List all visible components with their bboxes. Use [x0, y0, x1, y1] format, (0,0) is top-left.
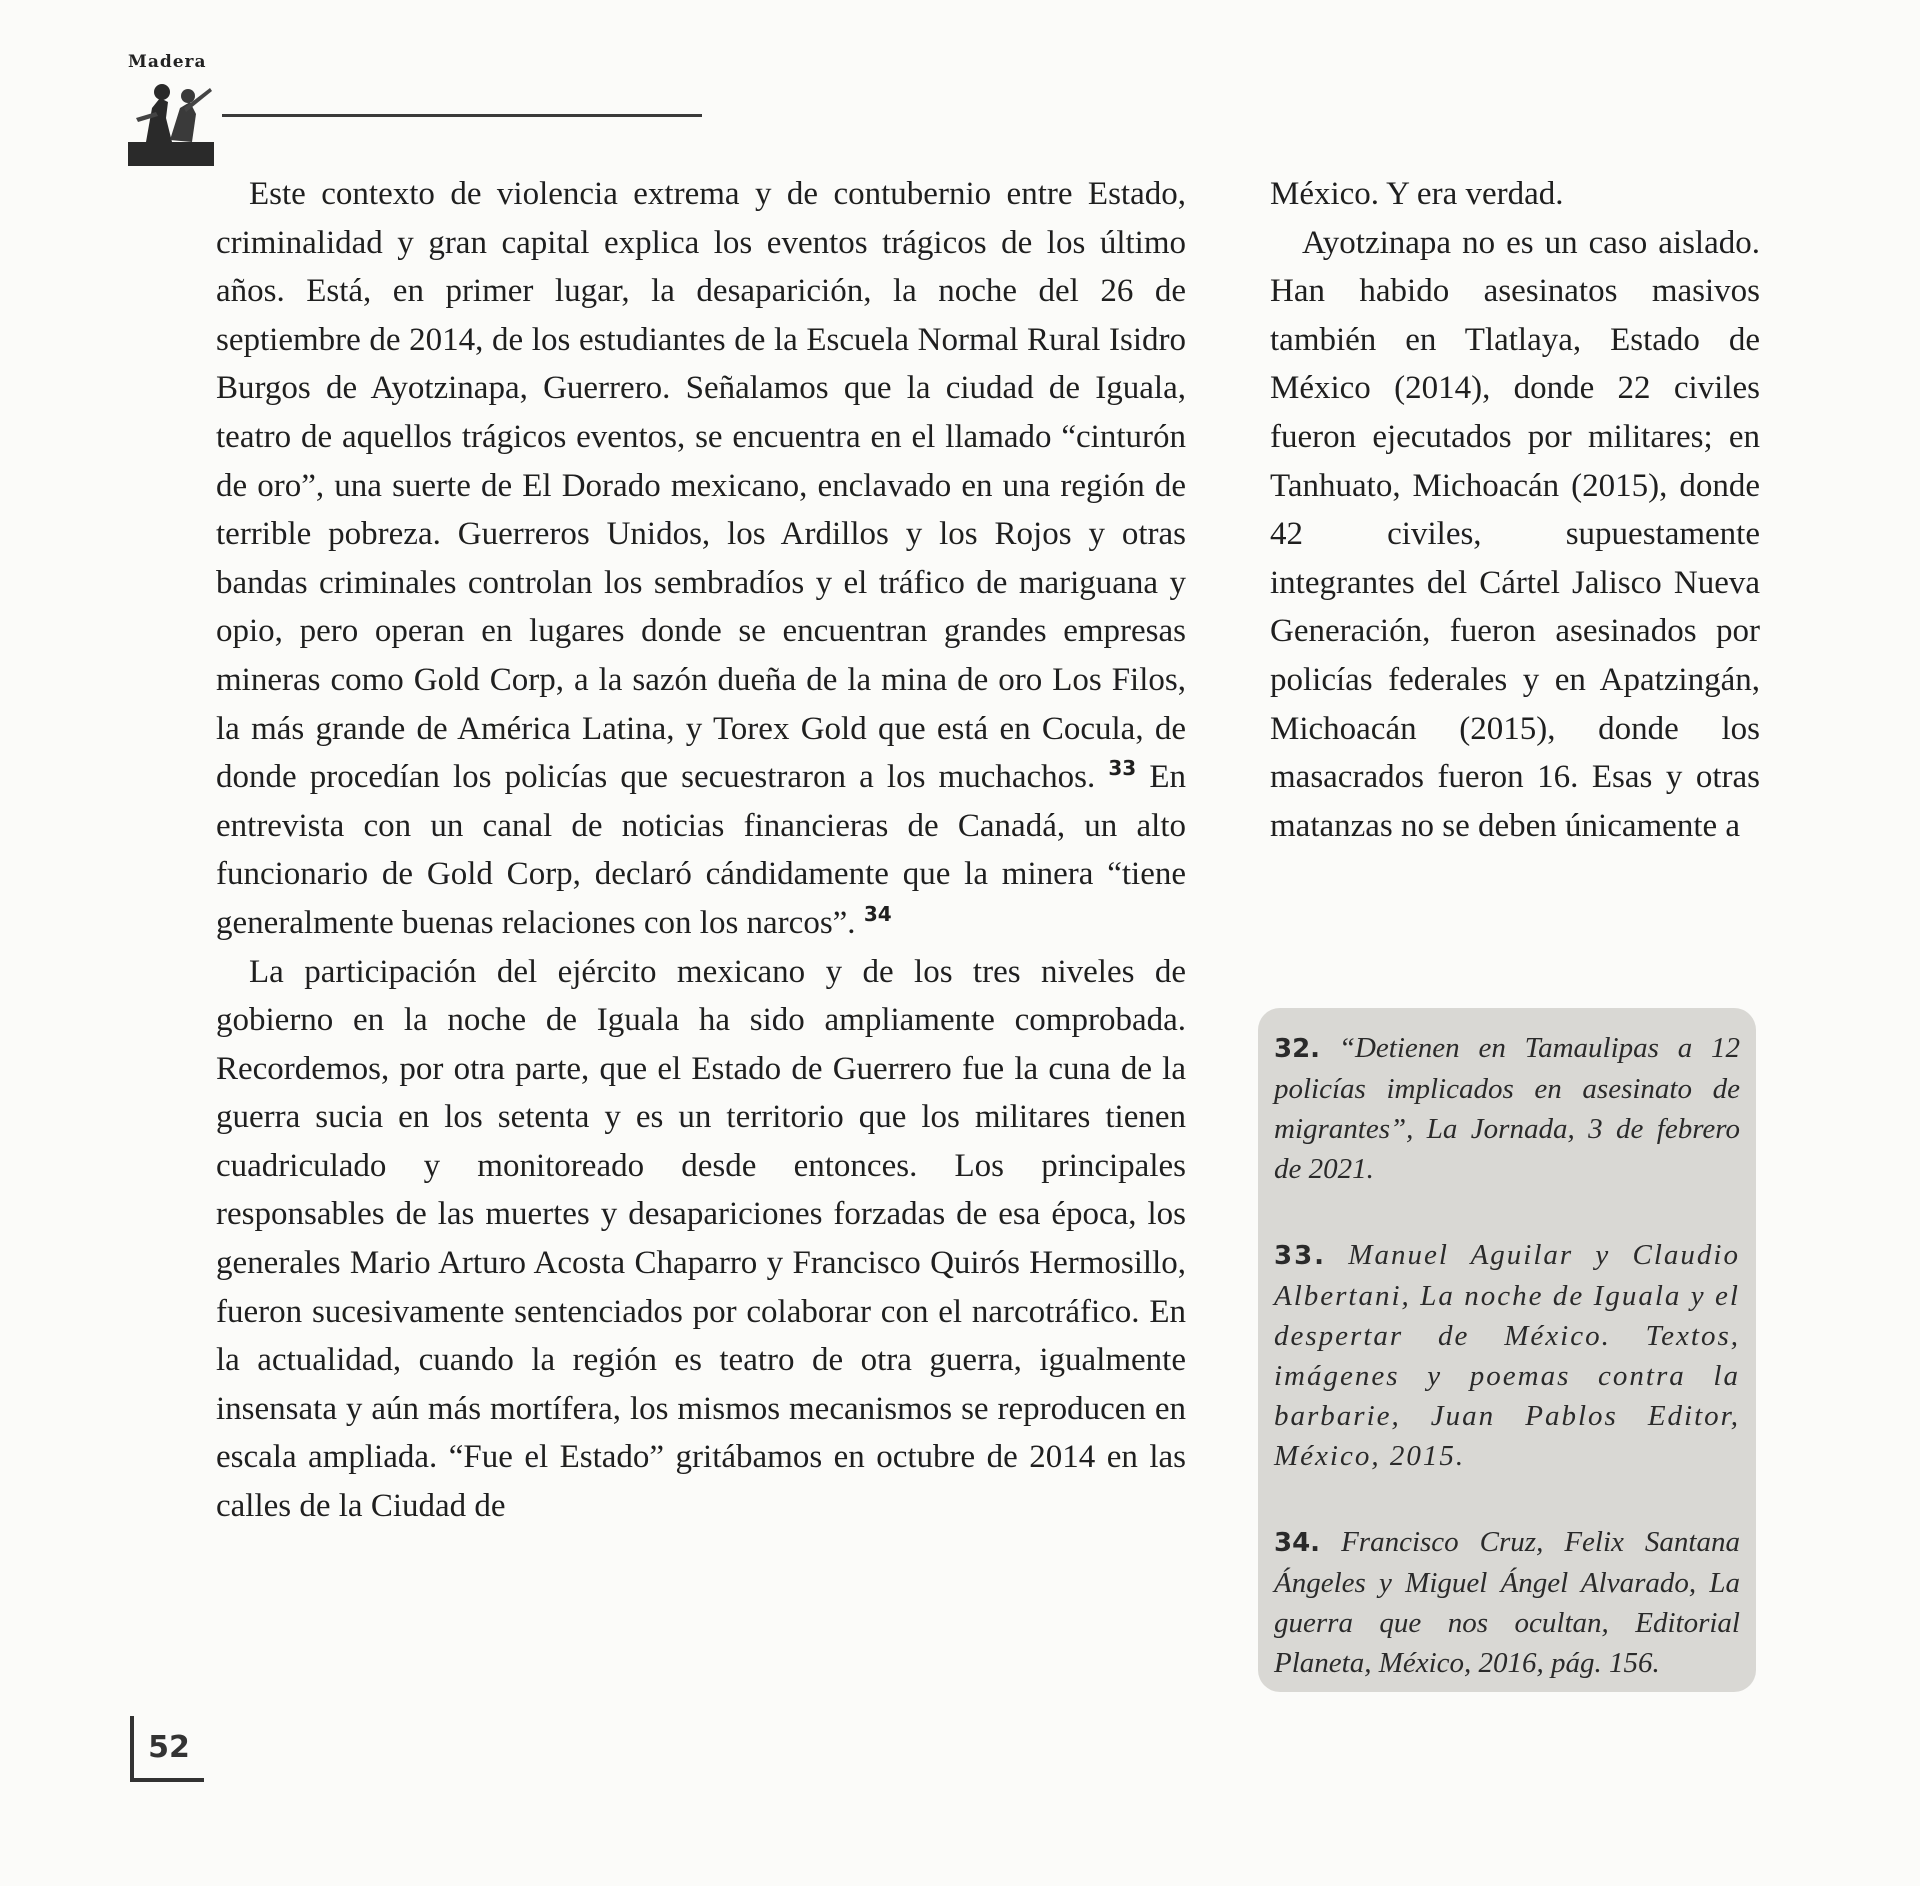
footnote-text: Francisco Cruz, Felix Santana Ángeles y Miguel Ángel Alvarado, La guerra que nos ocultan, Editorial Planeta, México, 2016, pág. 156. — [1274, 1526, 1740, 1679]
footnote-text: “Detienen en Tamaulipas a 12 policías implicados en asesinato de migrantes”, La Jornada, 3 de febrero de 2021. — [1274, 1032, 1740, 1185]
logo-wordmark: Madera — [128, 52, 207, 72]
footnote-number: 32. — [1274, 1034, 1321, 1064]
side-paragraph-1: México. Y era verdad. — [1270, 176, 1564, 212]
header-rule — [222, 114, 702, 117]
footnote-number: 34. — [1274, 1528, 1321, 1558]
main-column — [216, 170, 1186, 1531]
footnote-number: 33. — [1274, 1241, 1327, 1271]
footnote-ref-33[interactable]: 33 — [1108, 756, 1137, 781]
footnote-text: Manuel Aguilar y Claudio Albertani, La noche de Iguala y el despertar de México. Textos, imágenes y poemas contra la barbarie, Juan Pablos Editor, México, 2015. — [1274, 1239, 1740, 1472]
paragraph-1-text-a: Este contexto de violencia extrema y de contubernio entre Estado, criminalidad y gran capital explica los eventos trágicos de los último años. Está, en primer lugar, la desaparición, la noche del 26 de septiembre de 2014, de los estudiantes de la Escuela Normal Rural Isidro Burgos de Ayotzinapa, Guerrero. Señalamos que la ciudad de Iguala, teatro de aquellos trágicos eventos, se encuentra en el llamado “cinturón de oro”, una suerte de El Dorado mexicano, enclavado en una región de terrible pobreza. Guerreros Unidos, los Ardillos y los Rojos y otras bandas criminales controlan los sembradíos y el tráfico de mariguana y opio, pero operan en lugares donde se encuentran grandes empresas mineras como Gold Corp, a la sazón dueña de la mina de oro Los Filos, la más grande de América Latina, y Torex Gold que está en Cocula, de donde procedían los policías que secuestraron a los muchachos. — [216, 176, 1186, 796]
side-column — [1270, 170, 1760, 850]
footnote-33 — [1274, 1235, 1740, 1476]
logo-illustration-icon — [126, 78, 216, 170]
side-paragraph-2: Ayotzinapa no es un caso aislado. Han habido asesinatos masivos también en Tlatlaya, Estado de México (2014), donde 22 civiles fueron ejecutados por militares; en Tanhuato, Michoacán (2015), donde 42 civiles, supuestamente integrantes del Cártel Jalisco Nueva Generación, fueron asesinados por policías federales y en Apatzingán, Michoacán (2015), donde los masacrados fueron 16. Esas y otras matanzas no se deben únicamente a — [1270, 224, 1760, 844]
footnote-32 — [1274, 1028, 1740, 1189]
paragraph-1-text-b: En entrevista con un canal de noticias financieras de Canadá, un alto funcionario de Gold Corp, declaró cándidamente que la minera “tiene generalmente buenas relaciones con los narcos”. — [216, 759, 1186, 941]
paragraph-1 — [216, 170, 1186, 948]
footnote-34 — [1274, 1522, 1740, 1683]
footnote-ref-34[interactable]: 34 — [863, 901, 892, 926]
magazine-logo — [122, 52, 218, 172]
page-number: 52 — [130, 1716, 204, 1782]
footnotes-box — [1258, 1008, 1756, 1692]
paragraph-2: La participación del ejército mexicano y de los tres niveles de gobierno en la noche de Iguala ha sido ampliamente comprobada. Recordemos, por otra parte, que el Estado de Guerrero fue la cuna de la guerra sucia en los setenta y es un territorio que los militares tienen cuadriculado y monitoreado desde entonces. Los principales responsables de las muertes y desapariciones forzadas de esa época, los generales Mario Arturo Acosta Chaparro y Francisco Quirós Hermosillo, fueron sucesivamente sentenciados por colaborar con el narcotráfico. En la actualidad, cuando la región es teatro de otra guerra, igualmente insensata y aún más mortífera, los mismos mecanismos se reproducen en escala ampliada. “Fue el Estado” gritábamos en octubre de 2014 en las calles de la Ciudad de — [216, 953, 1186, 1525]
